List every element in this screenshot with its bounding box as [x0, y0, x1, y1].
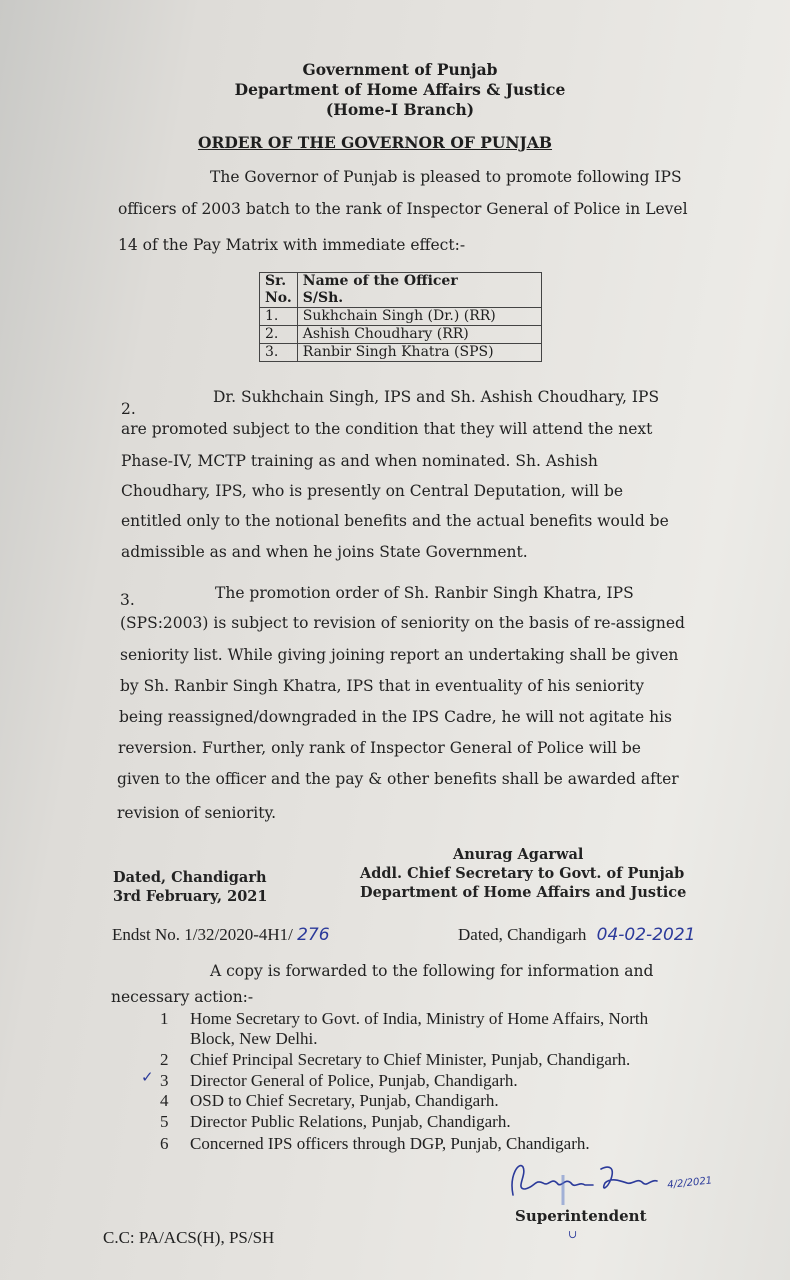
sr-cell: 3.: [260, 344, 298, 362]
recipient-1-text-cont: Block, New Delhi.: [190, 1029, 318, 1048]
para2-line-5: entitled only to the notional benefits and the actual benefits would be: [121, 512, 669, 530]
para2-line-1: Dr. Sukhchain Singh, IPS and Sh. Ashish Choudhary, IPS: [213, 388, 660, 406]
para3-line-6: reversion. Further, only rank of Inspector General of Police will be: [118, 739, 641, 757]
para2-line-6: admissible as and when he joins State Government.: [121, 543, 528, 561]
checkmark-icon: ✓: [141, 1068, 154, 1086]
recipient-6-number: 6: [160, 1134, 169, 1153]
recipient-2-text: Chief Principal Secretary to Chief Minister, Punjab, Chandigarh.: [190, 1050, 631, 1069]
order-title: ORDER OF THE GOVERNOR OF PUNJAB: [197, 133, 553, 152]
header-line-3: (Home-I Branch): [325, 100, 475, 119]
copy-line-2: necessary action:-: [111, 988, 254, 1006]
name-header-b: S/Sh.: [302, 290, 344, 306]
copy-line-1: A copy is forwarded to the following for information and: [210, 962, 654, 980]
superintendent-sign-date: 4/2/2021: [666, 1175, 713, 1191]
name-header-a: Name of the Officer: [302, 273, 458, 289]
endst-dated-label: Dated, Chandigarh: [458, 925, 587, 944]
sr-cell: 2.: [260, 326, 298, 344]
initial-mark: ∪: [568, 1228, 578, 1241]
recipient-5-number: 5: [160, 1112, 169, 1131]
endst-handwritten-date: 04-02-2021: [596, 925, 696, 945]
superintendent-title: Superintendent: [515, 1207, 647, 1225]
para3-line-8: revision of seniority.: [117, 804, 277, 822]
signatory-designation: Addl. Chief Secretary to Govt. of Punjab: [360, 865, 685, 882]
para3-line-4: by Sh. Ranbir Singh Khatra, IPS that in eventuality of his seniority: [120, 677, 644, 695]
table-header-row: [260, 273, 542, 308]
para3-line-1: The promotion order of Sh. Ranbir Singh Khatra, IPS: [215, 584, 634, 602]
table-row: [260, 326, 542, 344]
superintendent-signature: [505, 1155, 665, 1210]
para3-line-5: being reassigned/downgraded in the IPS Cadre, he will not agitate his: [119, 708, 672, 726]
endst-number-label: [112, 925, 330, 945]
signatory-name: Anurag Agarwal: [453, 846, 584, 863]
sr-header-a: Sr.: [265, 273, 287, 289]
recipient-5-text: Director Public Relations, Punjab, Chandigarh.: [190, 1112, 511, 1131]
recipient-1-number: 1: [160, 1009, 169, 1028]
header-line-2: Department of Home Affairs & Justice: [234, 80, 566, 99]
recipient-3-number: 3: [160, 1071, 169, 1090]
name-cell: Ranbir Singh Khatra (SPS): [297, 344, 541, 362]
dated-place: Dated, Chandigarh: [113, 869, 267, 886]
endst-handwritten-number: 276: [297, 925, 330, 945]
cc-line: C.C: PA/ACS(H), PS/SH: [103, 1228, 275, 1247]
name-cell: Sukhchain Singh (Dr.) (RR): [297, 308, 541, 326]
para2-line-4: Choudhary, IPS, who is presently on Central Deputation, will be: [121, 482, 624, 500]
para3-number: 3.: [120, 591, 135, 609]
header-line-1: Government of Punjab: [302, 60, 498, 79]
para2-line-3: Phase-IV, MCTP training as and when nominated. Sh. Ashish: [121, 452, 598, 470]
recipient-3-text: Director General of Police, Punjab, Chandigarh.: [190, 1071, 518, 1090]
intro-line-3: 14 of the Pay Matrix with immediate effect:-: [118, 236, 466, 254]
sr-cell: 1.: [260, 308, 298, 326]
intro-line-1: The Governor of Punjab is pleased to promote following IPS: [210, 168, 682, 186]
recipient-2-number: 2: [160, 1050, 169, 1069]
recipient-6-text: Concerned IPS officers through DGP, Punjab, Chandigarh.: [190, 1134, 590, 1153]
intro-line-2: officers of 2003 batch to the rank of Inspector General of Police in Level: [118, 200, 688, 218]
para3-line-3: seniority list. While giving joining report an undertaking shall be given: [120, 646, 679, 664]
officers-table: [259, 272, 542, 362]
endst-dated: [458, 925, 695, 945]
para2-number: 2.: [121, 400, 136, 418]
recipient-4-text: OSD to Chief Secretary, Punjab, Chandigarh.: [190, 1091, 499, 1110]
signatory-department: Department of Home Affairs and Justice: [360, 884, 687, 901]
recipient-1-text: Home Secretary to Govt. of India, Ministry of Home Affairs, North: [190, 1009, 649, 1028]
para3-line-7: given to the officer and the pay & other benefits shall be awarded after: [117, 770, 679, 788]
recipient-4-number: 4: [160, 1091, 169, 1110]
table-row: [260, 308, 542, 326]
para2-line-2: are promoted subject to the condition that they will attend the next: [121, 420, 653, 438]
dated-date: 3rd February, 2021: [113, 888, 268, 905]
table-row: [260, 344, 542, 362]
para3-line-2: (SPS:2003) is subject to revision of seniority on the basis of re-assigned: [120, 614, 685, 632]
col-sr-header: [260, 273, 298, 308]
sr-header-b: No.: [265, 290, 292, 306]
endst-label: Endst No. 1/32/2020-4H1/: [112, 925, 293, 944]
col-name-header: [297, 273, 541, 308]
name-cell: Ashish Choudhary (RR): [297, 326, 541, 344]
